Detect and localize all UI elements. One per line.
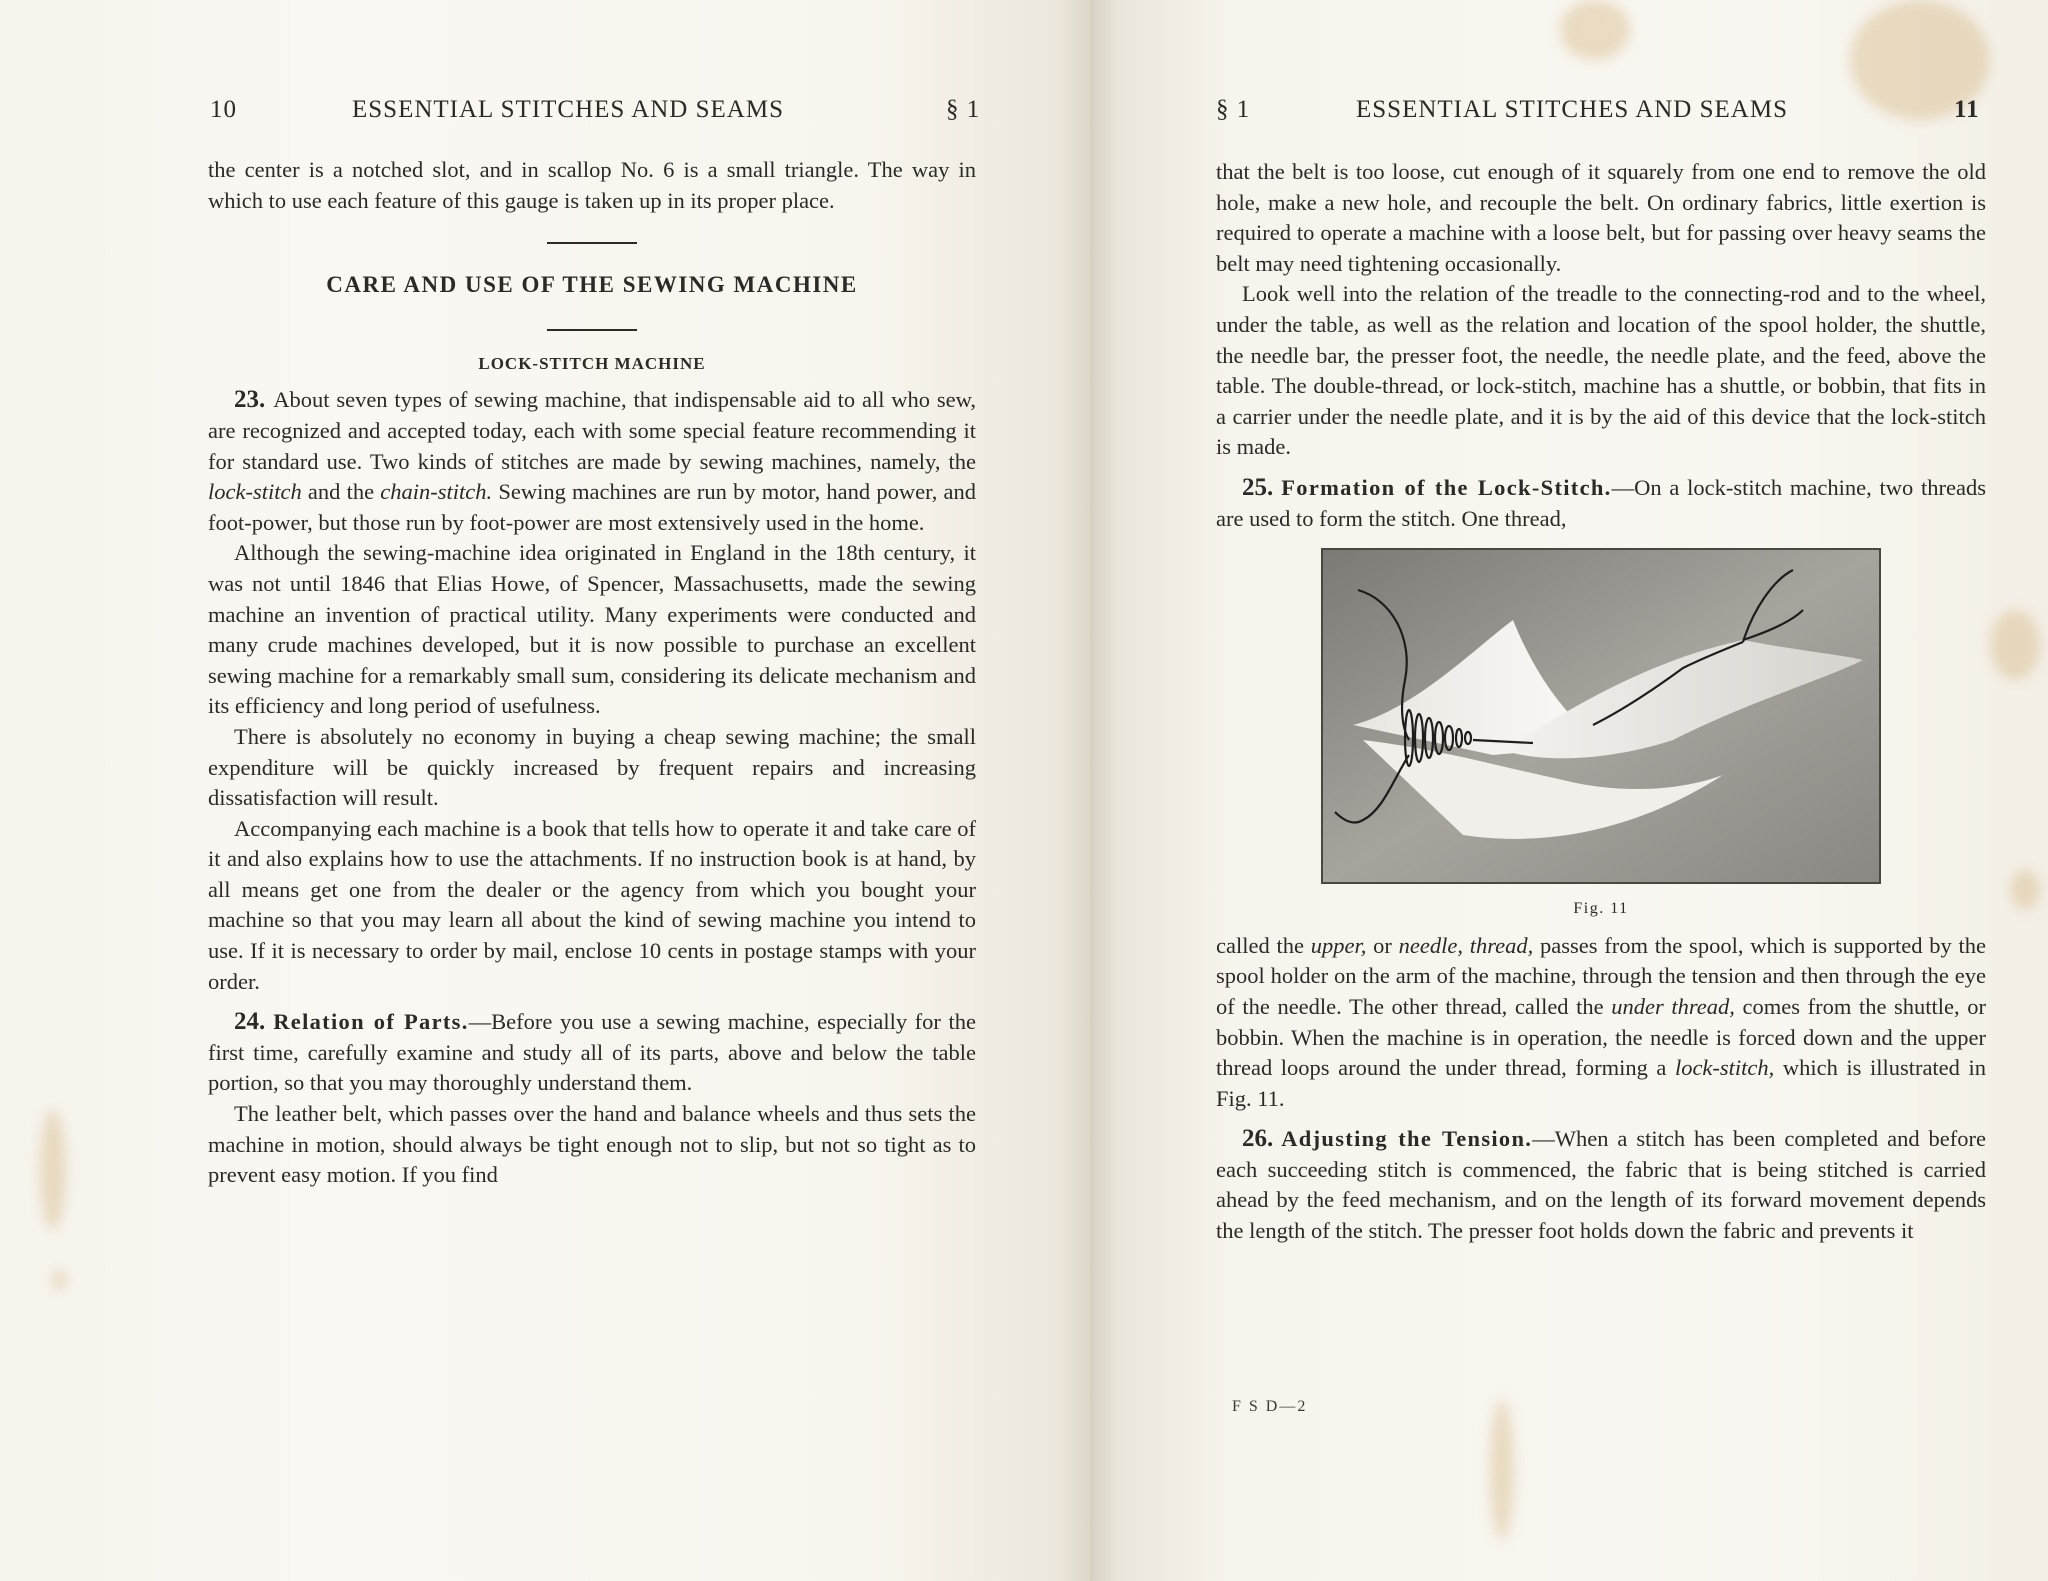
intro-paragraph: the center is a notched slot, and in scallop No. 6 is a small triangle. The way in which to use each feature of this gauge is taken up in its proper place. (208, 157, 976, 213)
paragraph-number-23: 23. (234, 386, 266, 414)
paragraph-number-25: 25. (1242, 473, 1274, 501)
divider-rule-bottom (547, 329, 637, 331)
p25-text: —On a lock-stitch machine, two threads are used to form the stitch. One thread, (1216, 474, 1986, 531)
paragraph-title-25: Formation of the Lock-Stitch. (1281, 474, 1612, 500)
right-section-mark: § 1 (1216, 96, 1251, 123)
figure-lock-stitch-illustration (1321, 548, 1881, 884)
paragraph-leather-belt: The leather belt, which passes over the hand and balance wheels and thus sets the machine in motion, should always be tight enough not to slip, but not so tight as to prevent easy motion. If you find (208, 1101, 976, 1188)
p23-text-a: About seven types of sewing machine, that indispensable aid to all who sew, are recognized and accepted today, each with some special feature recommending it for standard use. Two kinds of stitches are made by sewing machines, namely, the (208, 387, 976, 474)
p23-text-b: and the (301, 479, 381, 505)
lock-stitch-term: lock-stitch (208, 479, 302, 505)
paragraph-called-upper (1216, 931, 1986, 1115)
called-text-e: which is illustrated in Fig. 11. (1216, 1055, 1986, 1111)
left-running-title: ESSENTIAL STITCHES AND SEAMS (352, 96, 784, 123)
left-section-mark: § 1 (946, 96, 981, 123)
called-text-d: comes from the shuttle, or bobbin. When the machine is in operation, the needle is forced down and the upper thread loops around the under thread, forming a (1216, 993, 1986, 1081)
chain-stitch-term: chain-stitch. (380, 479, 493, 505)
called-text-b: or (1366, 932, 1399, 958)
section-heading: CARE AND USE OF THE SEWING MACHINE (326, 272, 858, 298)
paragraph-24 (208, 1007, 976, 1099)
paragraph-23 (208, 385, 976, 538)
paragraph-25 (1216, 473, 1986, 534)
paragraph-belt-continued: that the belt is too loose, cut enough of it squarely from one end to remove the old hole, make a new hole, and recouple the belt. On ordinary fabrics, little exertion is required to operate a machine with a loose belt, but for passing over heavy seams the belt may need tightening occasionally. (1216, 159, 1986, 276)
figure-caption: Fig. 11 (1573, 900, 1629, 918)
left-text-column (208, 155, 976, 1191)
paragraph-number-26: 26. (1242, 1125, 1274, 1153)
p24-text: —Before you use a sewing machine, especially for the first time, carefully examine and study all of its parts, above and below the table portion, so that you may thoroughly understand them. (208, 1009, 976, 1096)
paragraph-number-24: 24. (234, 1008, 266, 1036)
lock-stitch-diagram (1323, 550, 1879, 882)
needle-thread-term: needle, thread, (1398, 932, 1534, 958)
paragraph-26 (1216, 1124, 1986, 1246)
left-page-number: 10 (210, 96, 237, 123)
paragraph-although: Although the sewing-machine idea originated in England in the 18th century, it was not until 1846 that Elias Howe, of Spencer, Massachusetts, made the sewing machine an invention of practical utility. Many experiments were conducted and many crude machines developed, but it is now possible to purchase an excellent sewing machine for a remarkably small sum, considering its delicate mechanism and its efficiency and long period of usefulness. (208, 540, 976, 719)
under-thread-term: under thread, (1611, 993, 1735, 1019)
paragraph-title-26: Adjusting the Tension. (1281, 1126, 1533, 1152)
right-text-column (1216, 157, 1986, 1247)
subheading: LOCK-STITCH MACHINE (478, 353, 706, 373)
right-page-number: 11 (1954, 96, 1980, 123)
called-text-a: called the (1216, 932, 1311, 958)
lock-stitch-term-2: lock-stitch, (1674, 1055, 1775, 1081)
paragraph-look-well: Look well into the relation of the treadle to the connecting-rod and to the wheel, under the table, as well as the relation and location of the spool holder, the shuttle, the needle bar, the presser foot, the needle, the needle plate, and the feed, above the table. The double-thread, or lock-stitch, machine has a shuttle, or bobbin, that fits in a carrier under the needle plate, and it is by the aid of this device that the lock-stitch is made. (1216, 281, 1986, 460)
right-running-title: ESSENTIAL STITCHES AND SEAMS (1356, 96, 1788, 123)
divider-rule-top (547, 242, 637, 244)
p23-text-c: Sewing machines are run by motor, hand power, and foot-power, but those run by foot-power are most extensively used in the home. (208, 479, 976, 535)
paragraph-title-24: Relation of Parts. (273, 1009, 469, 1035)
called-text-c: passes from the spool, which is supported by the spool holder on the arm of the machine, through the tension and then through the eye of the needle. The other thread, called the (1216, 932, 1986, 1019)
paragraph-economy: There is absolutely no economy in buying a cheap sewing machine; the small expenditure will be quickly increased by frequent repairs and increasing dissatisfaction will result. (208, 723, 976, 811)
upper-term: upper, (1310, 932, 1367, 958)
paragraph-accompanying: Accompanying each machine is a book that tells how to operate it and take care of it and also explains how to use the attachments. If no instruction book is at hand, by all means get one from the dealer or the agency from which you bought your machine so that you may learn all about the kind of sewing machine you intend to use. If it is necessary to order by mail, enclose 10 cents in postage stamps with your order. (208, 815, 976, 994)
printer-signature: F S D—2 (1232, 1398, 1308, 1415)
p26-text: —When a stitch has been completed and before each succeeding stitch is commenced, the fabric that is being stitched is carried ahead by the feed mechanism, and on the length of its forward movement depends the length of the stitch. The presser foot holds down the fabric and prevents it (1216, 1126, 1986, 1244)
